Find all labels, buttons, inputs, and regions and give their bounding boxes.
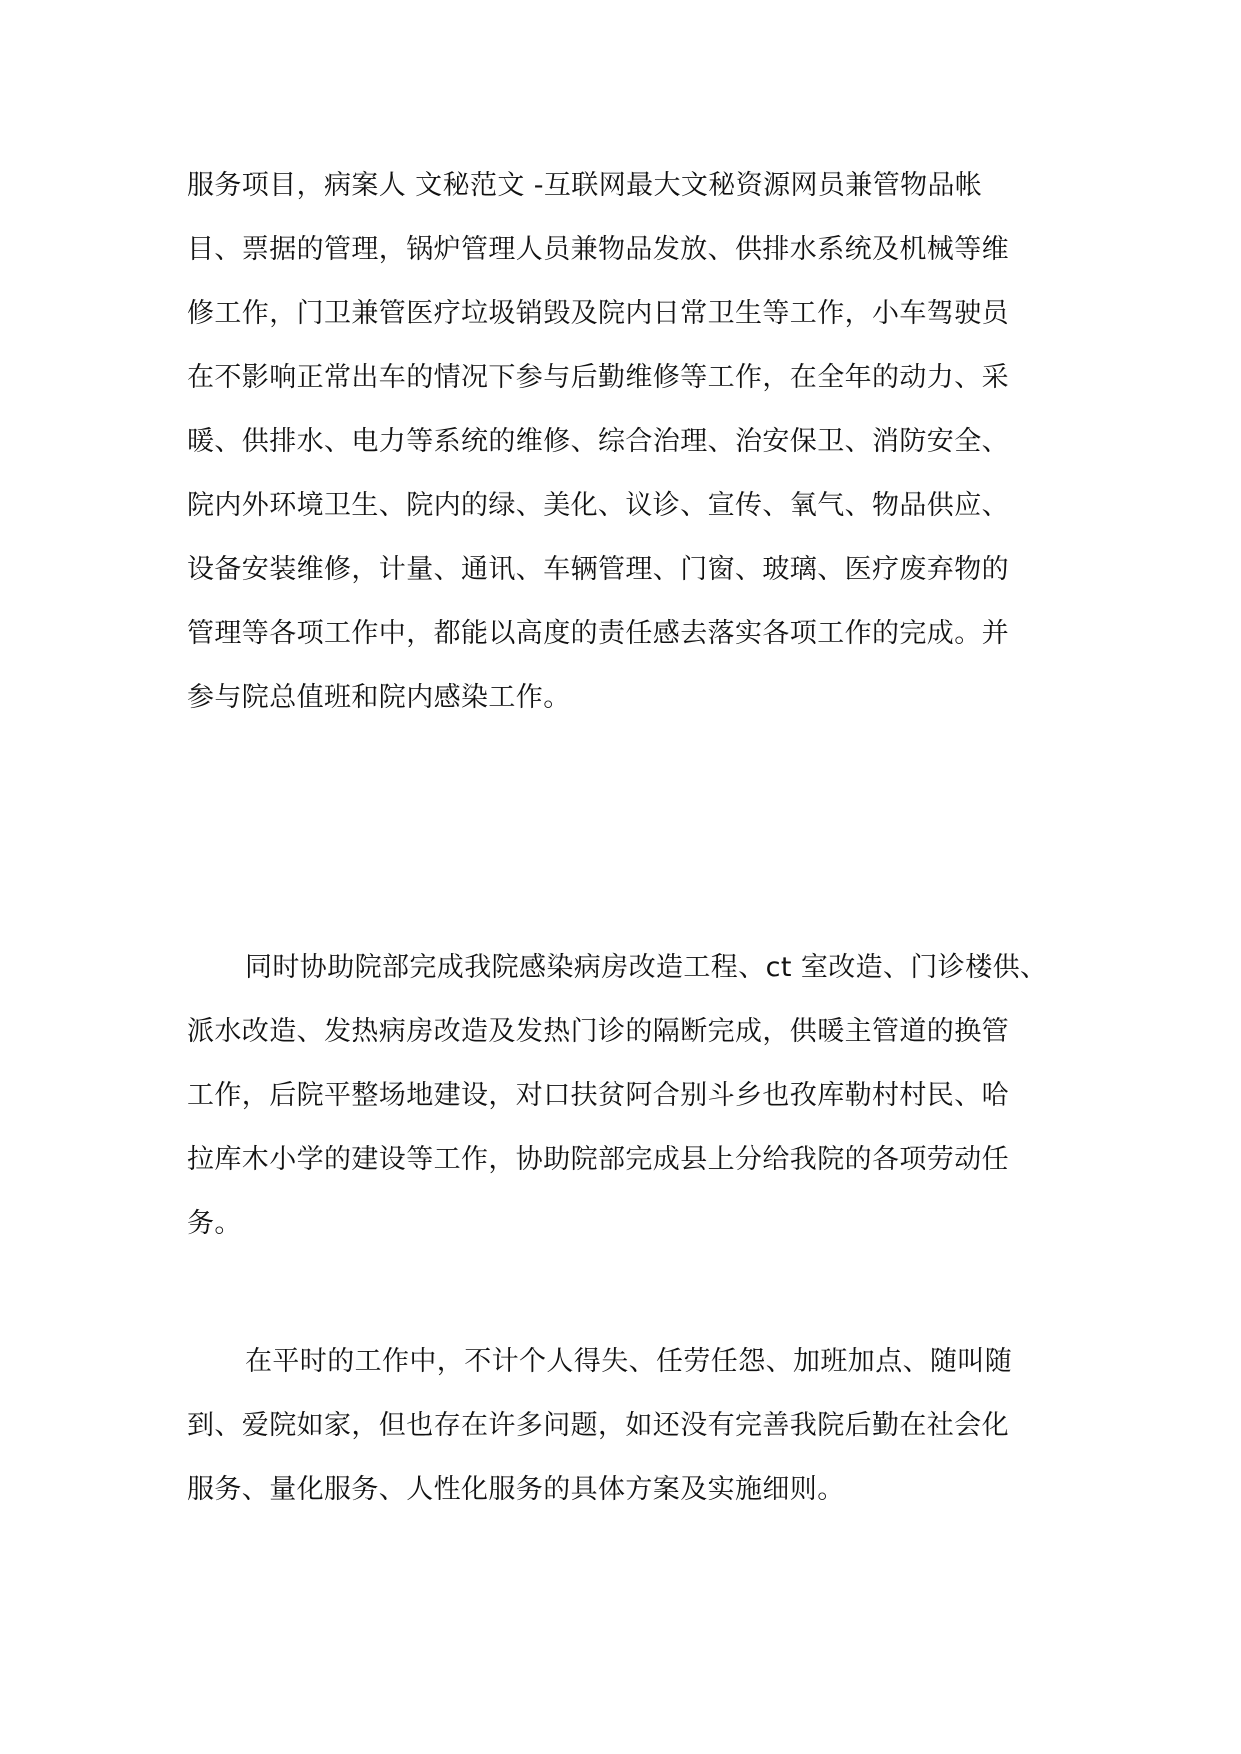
paragraph-line: 院内外环境卫生、院内的绿、美化、议诊、宣传、氧气、物品供应、 — [187, 490, 1009, 521]
paragraph-line: 目、票据的管理，锅炉管理人员兼物品发放、供排水系统及机械等维 — [187, 234, 1009, 265]
paragraph-line: 参与院总值班和院内感染工作。 — [187, 682, 571, 713]
paragraph-line: 管理等各项工作中，都能以高度的责任感去落实各项工作的完成。并 — [187, 618, 1009, 649]
paragraph-line: 务。 — [187, 1208, 242, 1239]
paragraph-line: 设备安装维修，计量、通讯、车辆管理、门窗、玻璃、医疗废弃物的 — [187, 554, 1009, 585]
paragraph-line: 到、爱院如家，但也存在许多问题，如还没有完善我院后勤在社会化 — [187, 1410, 1009, 1441]
paragraph-line: 服务项目，病案人 文秘范文 -互联网最大文秘资源网员兼管物品帐 — [187, 170, 983, 201]
paragraph-3 — [187, 1330, 1067, 1522]
paragraph-line: 修工作，门卫兼管医疗垃圾销毁及院内日常卫生等工作，小车驾驶员 — [187, 298, 1009, 329]
paragraph-line: 在不影响正常出车的情况下参与后勤维修等工作，在全年的动力、采 — [187, 362, 1009, 393]
paragraph-line: 工作，后院平整场地建设，对口扶贫阿合别斗乡也孜库勒村村民、哈 — [187, 1080, 1009, 1111]
paragraph-line: 在平时的工作中，不计个人得失、任劳任怨、加班加点、随叫随 — [245, 1346, 1013, 1377]
paragraph-line: 派水改造、发热病房改造及发热门诊的隔断完成，供暖主管道的换管 — [187, 1016, 1009, 1047]
paragraph-line: 服务、量化服务、人性化服务的具体方案及实施细则。 — [187, 1474, 845, 1505]
paragraph-line: 拉库木小学的建设等工作，协助院部完成县上分给我院的各项劳动任 — [187, 1144, 1009, 1175]
paragraph-1 — [187, 154, 1067, 730]
paragraph-2 — [187, 936, 1067, 1256]
paragraph-line: 暖、供排水、电力等系统的维修、综合治理、治安保卫、消防安全、 — [187, 426, 1009, 457]
paragraph-line: 同时协助院部完成我院感染病房改造工程、ct 室改造、门诊楼供、 — [245, 952, 1048, 983]
